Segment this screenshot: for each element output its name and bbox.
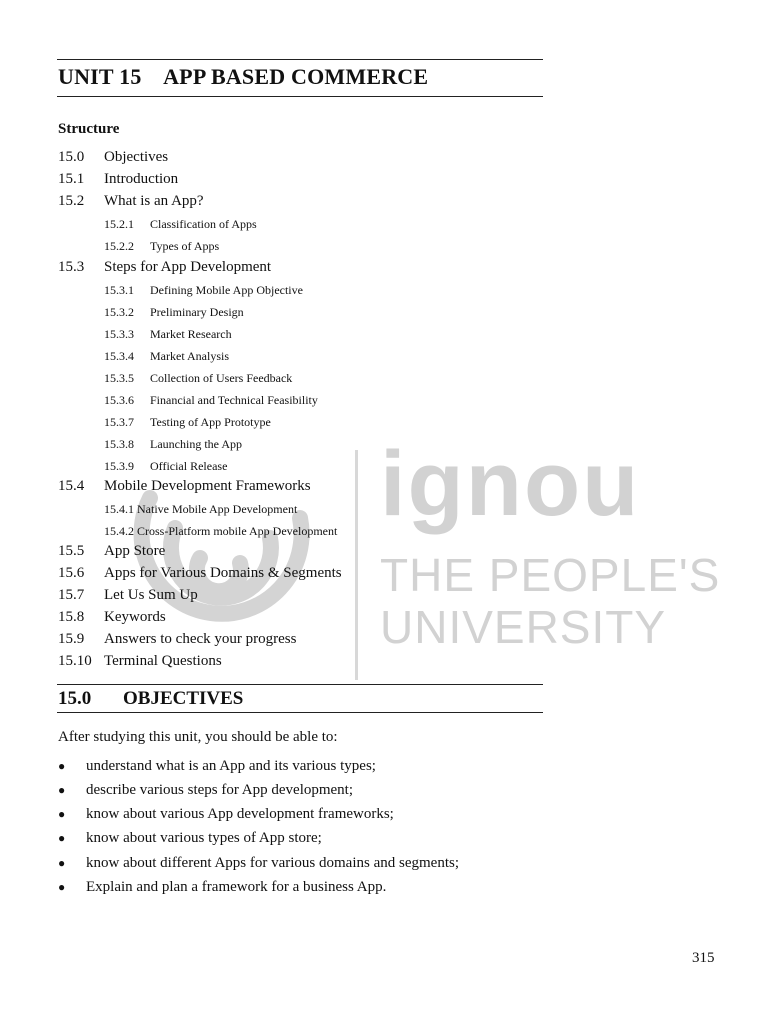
title-bottom-rule [57,96,543,97]
toc-item-label: Launching the App [150,437,242,451]
toc-item-number: 15.9 [58,631,85,647]
section-number: 15.0 [58,688,92,709]
objective-text: describe various steps for App development; [86,782,354,798]
toc-item-label: Steps for App Development [104,259,272,275]
toc-item-label: Objectives [104,149,169,165]
section-title: OBJECTIVES [123,688,244,709]
toc-item-number: 15.3.1 [104,283,134,297]
toc-item-label: Market Analysis [150,349,229,363]
toc-item-number: 15.2 [58,193,85,209]
bullet-icon: ● [58,831,66,845]
toc-item-label: Financial and Technical Feasibility [150,393,318,407]
toc-item-label: Types of Apps [150,239,220,253]
top-rule [57,59,543,60]
toc-item-number: 15.3.6 [104,393,134,407]
toc-item-number: 15.2.2 [104,239,134,253]
toc-item-number: 15.2.1 [104,217,134,231]
objectives-intro: After studying this unit, you should be able to: [58,729,338,745]
toc-item-number: 15.3 [58,259,85,275]
toc-item-label: Preliminary Design [150,305,244,319]
watermark-tagline-1: THE PEOPLE'S [380,549,721,601]
watermark-divider [355,450,358,680]
toc-item-label: Mobile Development Frameworks [104,478,311,494]
toc-item-number: 15.3.7 [104,415,134,429]
toc-item-number: 15.3.8 [104,437,134,451]
section-bottom-rule [57,712,543,713]
bullet-icon: ● [58,759,66,773]
toc-item-label: Classification of Apps [150,217,257,231]
objective-text: know about various App development frameworks; [86,806,394,822]
toc-item-label: 15.4.2 Cross-Platform mobile App Development [104,524,338,538]
toc-item-label: Introduction [104,171,179,187]
toc-item-number: 15.1 [58,171,85,187]
bullet-icon: ● [58,880,66,894]
toc-item-number: 15.3.4 [104,349,134,363]
toc-item-number: 15.8 [58,609,85,625]
toc-item-number: 15.3.3 [104,327,134,341]
toc-item-label: What is an App? [104,193,204,209]
objective-text: Explain and plan a framework for a business App. [86,879,387,895]
toc-item-number: 15.10 [58,653,92,669]
toc-item-number: 15.3.5 [104,371,134,385]
toc-item-label: 15.4.1 Native Mobile App Development [104,502,298,516]
toc-item-label: App Store [104,543,166,559]
toc-item-label: Keywords [104,609,166,625]
objective-text: know about various types of App store; [86,830,322,846]
toc-item-label: Official Release [150,459,228,473]
toc-item-label: Answers to check your progress [104,631,297,647]
unit-title: UNIT 15 APP BASED COMMERCE [58,64,429,89]
objective-text: understand what is an App and its various types; [86,758,376,774]
watermark-tagline-2: UNIVERSITY [380,601,667,653]
toc-item-label: Market Research [150,327,232,341]
bullet-icon: ● [58,807,66,821]
toc-item-label: Collection of Users Feedback [150,371,293,385]
watermark-brand: ignou [380,433,641,535]
toc-item-number: 15.4 [58,478,85,494]
toc-item-number: 15.0 [58,149,85,165]
page-number: 315 [692,950,715,966]
toc-item-label: Defining Mobile App Objective [150,283,303,297]
toc-item-number: 15.6 [58,565,85,581]
objective-text: know about different Apps for various domains and segments; [86,855,459,871]
toc-item-label: Let Us Sum Up [104,587,198,603]
bullet-icon: ● [58,856,66,870]
structure-heading: Structure [58,121,120,137]
section-top-rule [57,684,543,685]
toc-item-number: 15.5 [58,543,85,559]
toc-item-label: Apps for Various Domains & Segments [104,565,342,581]
bullet-icon: ● [58,783,66,797]
toc-item-number: 15.7 [58,587,85,603]
toc-item-number: 15.3.2 [104,305,134,319]
toc-item-label: Terminal Questions [104,653,222,669]
toc-item-number: 15.3.9 [104,459,134,473]
toc-item-label: Testing of App Prototype [150,415,271,429]
